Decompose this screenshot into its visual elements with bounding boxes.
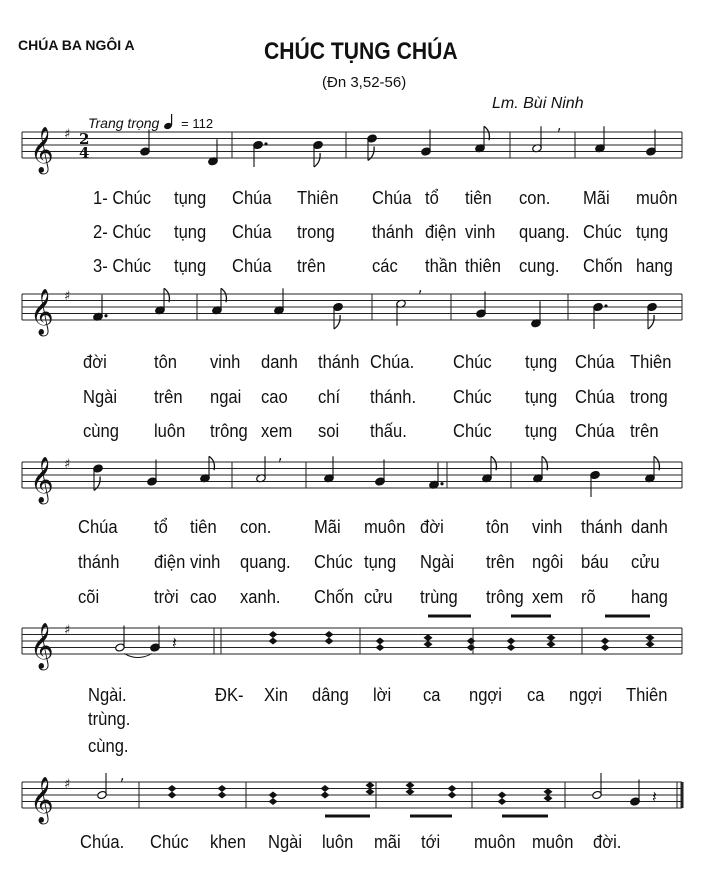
lyric-word: tụng bbox=[174, 222, 207, 242]
lyric-word: khen bbox=[210, 832, 246, 852]
chord-note-head bbox=[406, 782, 415, 789]
lyric-word: Chúa bbox=[78, 517, 118, 537]
note-dot bbox=[264, 142, 267, 145]
lyric-word: thánh bbox=[372, 222, 414, 242]
scripture-reference: (Đn 3,52-56) bbox=[322, 74, 407, 91]
lyric-word: Chúc bbox=[314, 552, 353, 572]
note-flag bbox=[314, 153, 320, 167]
lyric-word: thánh bbox=[78, 552, 120, 572]
sharp-icon: ♯ bbox=[64, 127, 71, 142]
lyric-word: Xin bbox=[264, 685, 288, 705]
lyric-word: rõ bbox=[581, 587, 596, 607]
chord-note-head bbox=[646, 634, 655, 641]
treble-clef-icon: 𝄞 bbox=[30, 777, 54, 823]
chord-note-head bbox=[498, 798, 507, 805]
lyric-word: tới bbox=[421, 832, 441, 852]
chord-note-head bbox=[507, 638, 516, 645]
lyric-word: các bbox=[372, 256, 398, 276]
lyric-word: tụng bbox=[636, 222, 669, 242]
chord-note-head bbox=[544, 795, 553, 802]
chord-note-head bbox=[269, 798, 278, 805]
lyric-word: vinh bbox=[210, 352, 241, 372]
treble-clef-icon: 𝄞 bbox=[30, 457, 54, 503]
chord-note-head bbox=[467, 644, 476, 651]
lyric-word: điện bbox=[425, 222, 457, 242]
lyric-word: thấu. bbox=[370, 421, 407, 441]
song-title: CHÚC TỤNG CHÚA bbox=[264, 38, 458, 65]
chord-note-head bbox=[269, 638, 278, 645]
lyric-word: Mãi bbox=[583, 188, 610, 208]
lyric-word: cung. bbox=[519, 256, 560, 276]
lyric-word: Chúa bbox=[575, 387, 615, 407]
chord-note-head bbox=[547, 634, 556, 641]
sharp-icon: ♯ bbox=[64, 457, 71, 472]
lyric-word: cõi bbox=[78, 587, 100, 607]
lyric-word: tôn bbox=[486, 517, 510, 537]
lyric-word: tiên bbox=[190, 517, 217, 537]
lyric-word: Thiên bbox=[297, 188, 339, 208]
lyric-word: 2- Chúc bbox=[93, 222, 151, 242]
lyric-word: trông bbox=[486, 587, 524, 607]
lyric-word: Ngài bbox=[83, 387, 118, 407]
lyric-word: trên bbox=[486, 552, 515, 572]
lyric-word: ngợi bbox=[569, 685, 602, 705]
lyric-word: Mãi bbox=[314, 517, 341, 537]
lyric-word: Chúc bbox=[453, 387, 492, 407]
lyric-word: tổ bbox=[154, 517, 168, 537]
lyric-word: thiên bbox=[465, 256, 501, 276]
chord-note-head bbox=[321, 785, 330, 792]
lyric-word: ngợi bbox=[469, 685, 502, 705]
lyric-word: vinh bbox=[190, 552, 221, 572]
lyric-word: cao bbox=[261, 387, 288, 407]
chord-note-head bbox=[406, 788, 415, 795]
lyric-word: tụng bbox=[364, 552, 397, 572]
lyric-word: muôn bbox=[636, 188, 678, 208]
lyric-word: trông bbox=[210, 421, 248, 441]
lyric-word: Ngài bbox=[268, 832, 303, 852]
lyric-word: trên bbox=[297, 256, 326, 276]
chord-note-head bbox=[269, 631, 278, 638]
chord-note-head bbox=[448, 785, 457, 792]
lyric-word: Chúc bbox=[453, 352, 492, 372]
lyric-word: thần bbox=[425, 256, 458, 276]
lyric-word: tôn bbox=[154, 352, 178, 372]
lyric-word: tiên bbox=[465, 188, 492, 208]
lyric-word: Thiên bbox=[626, 685, 668, 705]
chord-note-head bbox=[269, 792, 278, 799]
time-signature-top: 2 bbox=[79, 130, 90, 148]
lyric-word: chí bbox=[318, 387, 341, 407]
lyric-word: tụng bbox=[525, 421, 558, 441]
lyric-word: Chúa. bbox=[370, 352, 415, 372]
lyric-word: tụng bbox=[525, 352, 558, 372]
tempo-value: = 112 bbox=[181, 116, 214, 131]
lyric-word: cửu bbox=[631, 552, 660, 572]
lyric-word: con. bbox=[240, 517, 272, 537]
lyric-word: Chúa bbox=[232, 222, 272, 242]
lyric-word: ca bbox=[527, 685, 545, 705]
lyric-word: trên bbox=[154, 387, 183, 407]
chord-note-head bbox=[601, 638, 610, 645]
treble-clef-icon: 𝄞 bbox=[30, 289, 54, 335]
lyric-word: Chúc bbox=[150, 832, 189, 852]
note-dot bbox=[104, 314, 107, 317]
lyric-word: Chúc bbox=[583, 222, 622, 242]
chord-note-head bbox=[376, 638, 385, 645]
treble-clef-icon: 𝄞 bbox=[30, 127, 54, 173]
chord-note-head bbox=[424, 641, 433, 648]
lyric-word: ĐK- bbox=[215, 685, 244, 705]
lyric-word: tụng bbox=[174, 256, 207, 276]
lyric-word: ngai bbox=[210, 387, 242, 407]
chord-note-head bbox=[325, 638, 334, 645]
lyric-word: đời bbox=[420, 517, 444, 537]
lyric-word: trên bbox=[630, 421, 659, 441]
lyric-word: mãi bbox=[374, 832, 401, 852]
lyric-word: xanh. bbox=[240, 587, 281, 607]
lyric-word: trong bbox=[297, 222, 335, 242]
lyric-word: trời bbox=[154, 587, 179, 607]
lyric-word: Chúa bbox=[232, 188, 272, 208]
lyric-word: con. bbox=[519, 188, 551, 208]
lyric-word: điện bbox=[154, 552, 186, 572]
breath-mark-icon: , bbox=[418, 280, 423, 296]
chord-note-head bbox=[168, 792, 177, 799]
note-flag bbox=[334, 315, 340, 329]
lyric-word: quang. bbox=[240, 552, 291, 572]
lyric-word: ngôi bbox=[532, 552, 564, 572]
lyric-word: luôn bbox=[322, 832, 354, 852]
rest-icon: 𝄽 bbox=[652, 787, 657, 806]
lyric-word: Chốn bbox=[583, 256, 623, 276]
lyric-word: Chúa bbox=[372, 188, 412, 208]
lyric-word: vinh bbox=[532, 517, 563, 537]
lyric-word: trong bbox=[630, 387, 668, 407]
chord-note-head bbox=[646, 641, 655, 648]
lyric-word: xem bbox=[532, 587, 564, 607]
breath-mark-icon: , bbox=[278, 448, 283, 464]
lyric-word: 1- Chúc bbox=[93, 188, 151, 208]
lyric-word: Chúc bbox=[453, 421, 492, 441]
lyric-word: thánh bbox=[318, 352, 360, 372]
breath-mark-icon: , bbox=[120, 768, 125, 784]
chord-note-head bbox=[325, 631, 334, 638]
chord-note-head bbox=[467, 638, 476, 645]
lyric-word: cửu bbox=[364, 587, 393, 607]
lyric-word: muôn bbox=[364, 517, 406, 537]
tempo-text: Trang trọng bbox=[88, 115, 160, 131]
breath-mark-icon: , bbox=[557, 118, 562, 134]
chord-note-head bbox=[376, 644, 385, 651]
lyric-word: cùng. bbox=[88, 736, 129, 756]
sharp-icon: ♯ bbox=[64, 623, 71, 638]
lyric-word: Ngài. bbox=[88, 685, 127, 705]
lyric-word: cao bbox=[190, 587, 217, 607]
lyric-word: đời bbox=[83, 352, 107, 372]
lyric-word: trùng. bbox=[88, 709, 131, 729]
lyric-word: thánh. bbox=[370, 387, 417, 407]
chord-note-head bbox=[448, 792, 457, 799]
treble-clef-icon: 𝄞 bbox=[30, 623, 54, 669]
lyric-word: Chúa. bbox=[80, 832, 125, 852]
rest-icon: 𝄽 bbox=[172, 633, 177, 652]
lyric-word: báu bbox=[581, 552, 609, 572]
lyric-word: đời. bbox=[593, 832, 622, 852]
note-flag bbox=[648, 315, 654, 329]
lyric-word: Chúa bbox=[575, 421, 615, 441]
lyric-word: hang bbox=[636, 256, 673, 276]
note-dot bbox=[604, 304, 607, 307]
note-dot bbox=[440, 482, 443, 485]
lyric-word: 3- Chúc bbox=[93, 256, 151, 276]
lyric-word: luôn bbox=[154, 421, 186, 441]
lyric-word: Ngài bbox=[420, 552, 455, 572]
lyric-word: cùng bbox=[83, 421, 119, 441]
lyric-word: Chốn bbox=[314, 587, 354, 607]
lyric-word: Thiên bbox=[630, 352, 672, 372]
lyric-word: Chúa bbox=[232, 256, 272, 276]
lyric-word: trùng bbox=[420, 587, 458, 607]
chord-note-head bbox=[321, 792, 330, 799]
chord-note-head bbox=[507, 644, 516, 651]
chord-note-head bbox=[366, 788, 375, 795]
lyric-word: tụng bbox=[174, 188, 207, 208]
feast-label: CHÚA BA NGÔI A bbox=[18, 37, 135, 53]
chord-note-head bbox=[366, 782, 375, 789]
lyric-word: muôn bbox=[532, 832, 574, 852]
lyric-word: muôn bbox=[474, 832, 516, 852]
lyric-word: xem bbox=[261, 421, 293, 441]
lyric-word: tụng bbox=[525, 387, 558, 407]
time-signature-bottom: 4 bbox=[79, 144, 90, 162]
lyric-word: vinh bbox=[465, 222, 496, 242]
chord-note-head bbox=[547, 641, 556, 648]
lyric-word: danh bbox=[261, 352, 298, 372]
chord-note-head bbox=[601, 644, 610, 651]
composer-name: Lm. Bùi Ninh bbox=[492, 95, 584, 112]
lyric-word: quang. bbox=[519, 222, 570, 242]
lyric-word: ca bbox=[423, 685, 441, 705]
chord-note-head bbox=[498, 792, 507, 799]
chord-note-head bbox=[218, 792, 227, 799]
lyric-word: thánh bbox=[581, 517, 623, 537]
lyric-word: tổ bbox=[425, 188, 439, 208]
lyric-word: danh bbox=[631, 517, 668, 537]
lyric-word: hang bbox=[631, 587, 668, 607]
chord-note-head bbox=[218, 785, 227, 792]
lyric-word: soi bbox=[318, 421, 340, 441]
sharp-icon: ♯ bbox=[64, 289, 71, 304]
chord-note-head bbox=[424, 634, 433, 641]
chord-note-head bbox=[168, 785, 177, 792]
lyric-word: lời bbox=[373, 685, 392, 705]
lyric-word: Chúa bbox=[575, 352, 615, 372]
chord-note-head bbox=[544, 788, 553, 795]
lyric-word: dâng bbox=[312, 685, 349, 705]
sharp-icon: ♯ bbox=[64, 777, 71, 792]
